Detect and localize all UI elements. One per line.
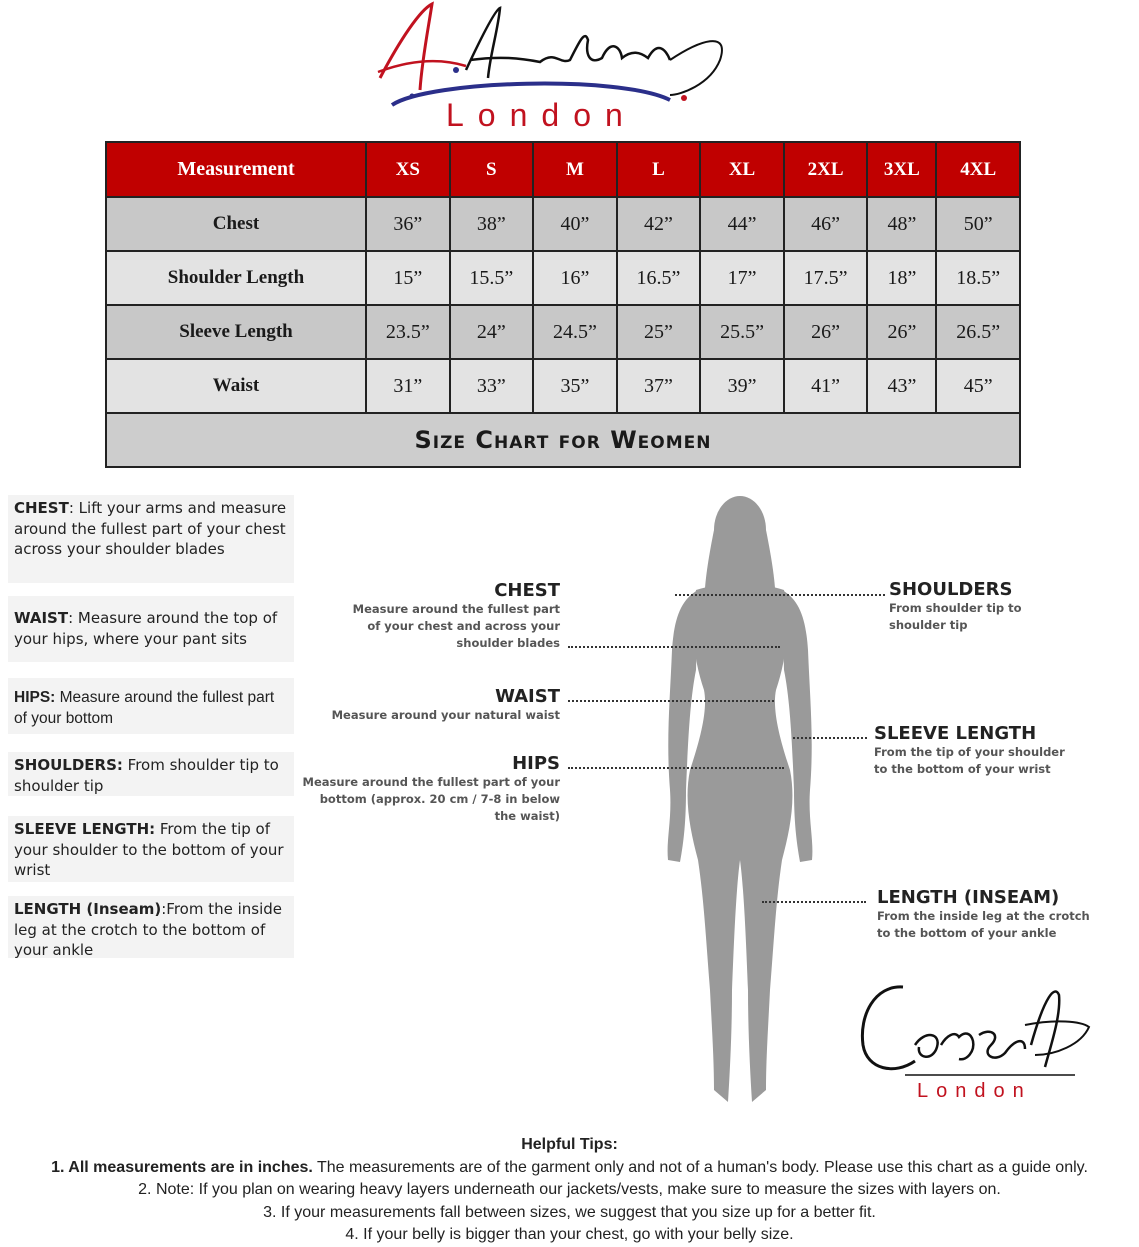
annotation-title: CHEST — [494, 580, 560, 601]
annotation-title: WAIST — [495, 686, 560, 707]
annotation-desc: From the tip of your shoulder — [874, 745, 1065, 759]
brand-bottom-sub: London — [917, 1080, 1032, 1102]
annotation-desc: From the inside leg at the crotch — [877, 909, 1090, 923]
definition-text: : Lift your arms and measure around the fullest part of your chest across your shoulder blades — [14, 499, 287, 558]
brand-logo-top — [370, 0, 730, 140]
caption-row — [106, 413, 1020, 467]
definition-chest — [8, 495, 294, 583]
table-cell: 43” — [867, 359, 936, 413]
definition-hips — [8, 678, 294, 734]
table-cell: 39” — [700, 359, 784, 413]
definition-term: SLEEVE LENGTH: — [14, 820, 156, 838]
table-cell: 16.5” — [617, 251, 701, 305]
table-cell: 35” — [533, 359, 617, 413]
table-cell: 33” — [450, 359, 534, 413]
table-cell: 37” — [617, 359, 701, 413]
inseam-leader-line — [762, 901, 866, 903]
table-row — [106, 251, 1020, 305]
annotation-desc: to the bottom of your wrist — [874, 762, 1051, 776]
annotation-desc: Measure around the fullest part of your — [302, 775, 560, 789]
header-size: 3XL — [867, 142, 936, 197]
header-size: S — [450, 142, 534, 197]
annotation-hips — [300, 753, 560, 825]
table-cell: 15.5” — [450, 251, 534, 305]
body-silhouette-icon — [640, 490, 840, 1120]
table-cell: 26” — [784, 305, 868, 359]
table-cell: 38” — [450, 197, 534, 251]
annotation-desc: Measure around your natural waist — [331, 708, 560, 722]
definition-length — [8, 896, 294, 958]
helpful-tips — [0, 1134, 1139, 1247]
table-row — [106, 359, 1020, 413]
table-cell: 18” — [867, 251, 936, 305]
definition-term: WAIST — [14, 609, 69, 627]
definition-text: Measure around the fullest part of your bottom — [14, 689, 275, 727]
definition-text: :From the inside leg at the crotch to the bottom of your ankle — [14, 900, 283, 959]
annotation-sleeve — [874, 723, 1094, 778]
annotation-title: SLEEVE LENGTH — [874, 723, 1037, 744]
brand-logo-bottom — [855, 975, 1095, 1105]
table-cell: 24.5” — [533, 305, 617, 359]
sleeve-leader-line — [793, 737, 867, 739]
table-cell: 15” — [366, 251, 450, 305]
tips-title: Helpful Tips: — [521, 1136, 618, 1153]
table-cell: 26.5” — [936, 305, 1020, 359]
header-size: L — [617, 142, 701, 197]
table-cell: 18.5” — [936, 251, 1020, 305]
waist-leader-line — [568, 700, 774, 702]
table-cell: 26” — [867, 305, 936, 359]
header-measurement: Measurement — [106, 142, 366, 197]
table-cell: 44” — [700, 197, 784, 251]
definition-term: CHEST — [14, 499, 69, 517]
annotation-desc: From shoulder tip to — [889, 601, 1022, 615]
header-size: XS — [366, 142, 450, 197]
definition-term: LENGTH (Inseam) — [14, 900, 162, 918]
table-cell: 25” — [617, 305, 701, 359]
table-cell: 48” — [867, 197, 936, 251]
table-cell: 36” — [366, 197, 450, 251]
table-row — [106, 305, 1020, 359]
tip-item: 3. If your measurements fall between sizes, we suggest that you size up for a better fit. — [263, 1203, 876, 1221]
annotation-inseam — [877, 887, 1097, 942]
tip-item: 2. Note: If you plan on wearing heavy layers underneath our jackets/vests, make sure to measure the sizes with layers on. — [138, 1181, 1001, 1198]
annotation-title: LENGTH (INSEAM) — [877, 887, 1060, 908]
definition-text: From shoulder tip to shoulder tip — [14, 756, 279, 795]
table-cell: 45” — [936, 359, 1020, 413]
row-label: Shoulder Length — [106, 251, 366, 305]
annotation-desc: of your chest and across your — [367, 619, 560, 633]
table-cell: 17.5” — [784, 251, 868, 305]
tip-text: The measurements are of the garment only and not of a human's body. Please use this chart as a guide only. — [312, 1158, 1088, 1176]
tip-bold: 1. All measurements are in inches. — [51, 1158, 313, 1176]
annotation-desc: shoulder tip — [889, 618, 968, 632]
table-cell: 41” — [784, 359, 868, 413]
table-caption: Size Chart for Weomen — [106, 413, 1020, 467]
annotation-desc: shoulder blades — [456, 636, 560, 650]
header-size: XL — [700, 142, 784, 197]
annotation-waist — [300, 686, 560, 724]
table-cell: 31” — [366, 359, 450, 413]
shoulders-leader-line — [675, 594, 885, 596]
annotation-shoulders — [889, 579, 1089, 634]
table-cell: 16” — [533, 251, 617, 305]
annotation-title: SHOULDERS — [889, 579, 1013, 600]
hips-leader-line — [568, 767, 784, 769]
definition-waist — [8, 596, 294, 662]
row-label: Waist — [106, 359, 366, 413]
table-cell: 50” — [936, 197, 1020, 251]
annotation-desc: to the bottom of your ankle — [877, 926, 1057, 940]
header-size: 4XL — [936, 142, 1020, 197]
tip-item — [0, 1157, 1139, 1180]
annotation-desc: the waist) — [494, 809, 560, 823]
table-cell: 17” — [700, 251, 784, 305]
definition-text: From the tip of your shoulder to the bottom of your wrist — [14, 820, 284, 879]
annotation-desc: bottom (approx. 20 cm / 7-8 in below — [319, 792, 560, 806]
size-table — [105, 141, 1021, 468]
table-cell: 46” — [784, 197, 868, 251]
table-cell: 24” — [450, 305, 534, 359]
chest-leader-line — [568, 646, 780, 648]
tip-item: 4. If your belly is bigger than your chest, go with your belly size. — [345, 1226, 794, 1243]
row-label: Sleeve Length — [106, 305, 366, 359]
definition-shoulders — [8, 752, 294, 796]
header-size: M — [533, 142, 617, 197]
header-size: 2XL — [784, 142, 868, 197]
row-label: Chest — [106, 197, 366, 251]
annotation-title: HIPS — [512, 753, 560, 774]
brand-top-sub: London — [446, 97, 637, 133]
annotation-chest — [300, 580, 560, 652]
table-cell: 23.5” — [366, 305, 450, 359]
table-cell: 42” — [617, 197, 701, 251]
table-row — [106, 197, 1020, 251]
definition-sleeve — [8, 816, 294, 882]
table-header-row — [106, 142, 1020, 197]
definition-term: HIPS: — [14, 689, 56, 706]
annotation-desc: Measure around the fullest part — [352, 602, 560, 616]
table-cell: 25.5” — [700, 305, 784, 359]
table-cell: 40” — [533, 197, 617, 251]
definition-term: SHOULDERS: — [14, 756, 123, 774]
definition-text: : Measure around the top of your hips, where your pant sits — [14, 609, 278, 648]
